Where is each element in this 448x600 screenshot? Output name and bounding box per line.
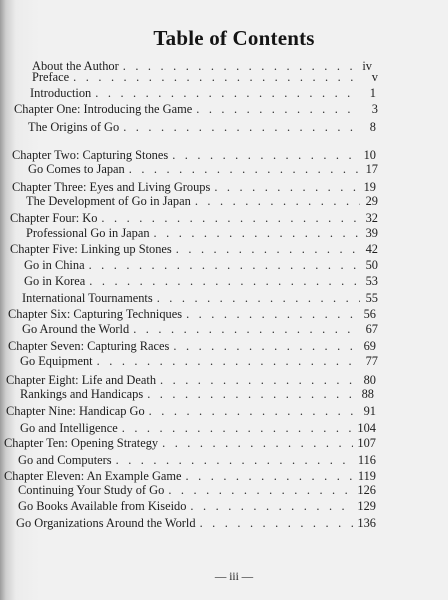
- toc-entry-label: Chapter Ten: Opening Strategy: [4, 436, 159, 450]
- dot-leader: [162, 435, 353, 451]
- toc-entry-label: About the Author: [32, 59, 119, 73]
- toc-entry-page: 3: [371, 102, 378, 116]
- toc-entry-label: International Tournaments: [22, 291, 153, 305]
- toc-entry-label: Chapter Nine: Handicap Go: [6, 404, 145, 418]
- toc-entry: [16, 515, 376, 531]
- toc-entry-page: 119: [357, 469, 376, 483]
- toc-entry-page: v: [371, 70, 378, 84]
- toc-entry-page: 91: [363, 404, 376, 418]
- toc-entry: [22, 290, 378, 306]
- dot-leader: [147, 386, 356, 402]
- dot-leader: [154, 225, 360, 241]
- dot-leader: [133, 321, 360, 337]
- dot-leader: [95, 85, 358, 101]
- dot-leader: [97, 353, 360, 369]
- dot-leader: [116, 452, 354, 468]
- toc-entry-page: 126: [357, 483, 376, 497]
- toc-entry-page: 88: [361, 387, 374, 401]
- toc-entry-page: 29: [365, 194, 378, 208]
- dot-leader: [157, 290, 360, 306]
- toc-entry-label: The Development of Go in Japan: [26, 194, 191, 208]
- toc-entry: [18, 482, 376, 498]
- toc-entry-label: Chapter Five: Linking up Stones: [10, 242, 172, 256]
- toc-entry: [8, 338, 376, 354]
- dot-leader: [200, 515, 354, 531]
- dot-leader: [129, 161, 360, 177]
- toc-entry-label: Chapter One: Introducing the Game: [14, 102, 193, 116]
- page-title: Table of Contents: [153, 26, 315, 50]
- toc-entry-label: Chapter Eleven: An Example Game: [4, 469, 182, 483]
- toc-entry-page: 69: [363, 339, 376, 353]
- dot-leader: [123, 119, 358, 135]
- toc-entry-label: Go and Computers: [18, 453, 112, 467]
- toc-entry: [14, 101, 378, 117]
- toc-entry-label: Chapter Three: Eyes and Living Groups: [12, 180, 211, 194]
- toc-entry-page: 32: [365, 211, 378, 225]
- toc-entry-label: Professional Go in Japan: [26, 226, 150, 240]
- toc-entry-label: Go Books Available from Kiseido: [18, 499, 187, 513]
- toc-entry-page: 56: [363, 307, 376, 321]
- toc-entry-page: 10: [363, 148, 376, 162]
- toc-entry: [10, 210, 378, 226]
- dot-leader: [173, 338, 358, 354]
- toc-entry-label: Go Comes to Japan: [28, 162, 125, 176]
- dot-leader: [89, 257, 360, 273]
- toc-entry-page: 53: [365, 274, 378, 288]
- toc-entry-label: Go Organizations Around the World: [16, 516, 196, 530]
- toc-entry-page: iv: [362, 59, 372, 73]
- toc-entry-label: Chapter Two: Capturing Stones: [12, 148, 169, 162]
- toc-entry-page: 107: [357, 436, 376, 450]
- toc-entry-label: Go Equipment: [20, 354, 93, 368]
- toc-entry: [32, 69, 378, 85]
- toc-entry: [28, 161, 378, 177]
- toc-entry-label: Chapter Four: Ko: [10, 211, 98, 225]
- toc-entry-label: Go in China: [24, 258, 85, 272]
- toc-entry-page: 42: [365, 242, 378, 256]
- toc-entry-label: Preface: [32, 70, 70, 84]
- dot-leader: [149, 403, 358, 419]
- toc-entry: [28, 119, 376, 135]
- toc-entry-label: Continuing Your Study of Go: [18, 483, 165, 497]
- toc-entry: [20, 420, 376, 436]
- toc-entry-page: 17: [365, 162, 378, 176]
- dot-leader: [186, 306, 358, 322]
- toc-entry-label: Chapter Eight: Life and Death: [6, 373, 157, 387]
- toc-entry-page: 67: [365, 322, 378, 336]
- toc-entry-label: Rankings and Handicaps: [20, 387, 144, 401]
- toc-entry-page: 39: [365, 226, 378, 240]
- dot-leader: [73, 69, 360, 85]
- toc-entry: [6, 403, 376, 419]
- toc-entry: [24, 273, 378, 289]
- toc-entry-page: 55: [365, 291, 378, 305]
- toc-entry: [10, 241, 378, 257]
- toc-entry-label: The Origins of Go: [28, 120, 120, 134]
- dot-leader: [195, 193, 360, 209]
- toc-entry-page: 50: [365, 258, 378, 272]
- toc-entry: [24, 257, 378, 273]
- toc-entry-page: 19: [363, 180, 376, 194]
- toc-entry-page: 116: [357, 453, 376, 467]
- toc-entry: [26, 193, 378, 209]
- toc-entry: [20, 353, 378, 369]
- toc-entry: [20, 386, 374, 402]
- toc-entry: [18, 498, 376, 514]
- toc-entry-page: 8: [369, 120, 376, 134]
- dot-leader: [101, 210, 360, 226]
- toc-entry-page: 77: [365, 354, 378, 368]
- toc-entry-label: Go Around the World: [22, 322, 130, 336]
- toc-entry-label: Chapter Seven: Capturing Races: [8, 339, 170, 353]
- dot-leader: [122, 420, 354, 436]
- toc-entry-label: Go and Intelligence: [20, 421, 118, 435]
- toc-entry: [22, 321, 378, 337]
- toc-entry-page: 104: [357, 421, 376, 435]
- toc-entry-page: 1: [369, 86, 376, 100]
- toc-entry-label: Go in Korea: [24, 274, 86, 288]
- toc-entry: [18, 452, 376, 468]
- toc-entry: [30, 85, 376, 101]
- page-number-footer: — iii —: [214, 571, 254, 583]
- toc-entry: [26, 225, 378, 241]
- dot-leader: [168, 482, 353, 498]
- toc-entry: [4, 435, 376, 451]
- toc-entry-page: 129: [357, 499, 376, 513]
- toc-entry: [8, 306, 376, 322]
- toc-entry-page: 80: [363, 373, 376, 387]
- toc-entry-label: Chapter Six: Capturing Techniques: [8, 307, 183, 321]
- dot-leader: [190, 498, 353, 514]
- toc-entry-label: Introduction: [30, 86, 92, 100]
- dot-leader: [176, 241, 360, 257]
- dot-leader: [89, 273, 360, 289]
- dot-leader: [196, 101, 360, 117]
- toc-entry-page: 136: [357, 516, 376, 530]
